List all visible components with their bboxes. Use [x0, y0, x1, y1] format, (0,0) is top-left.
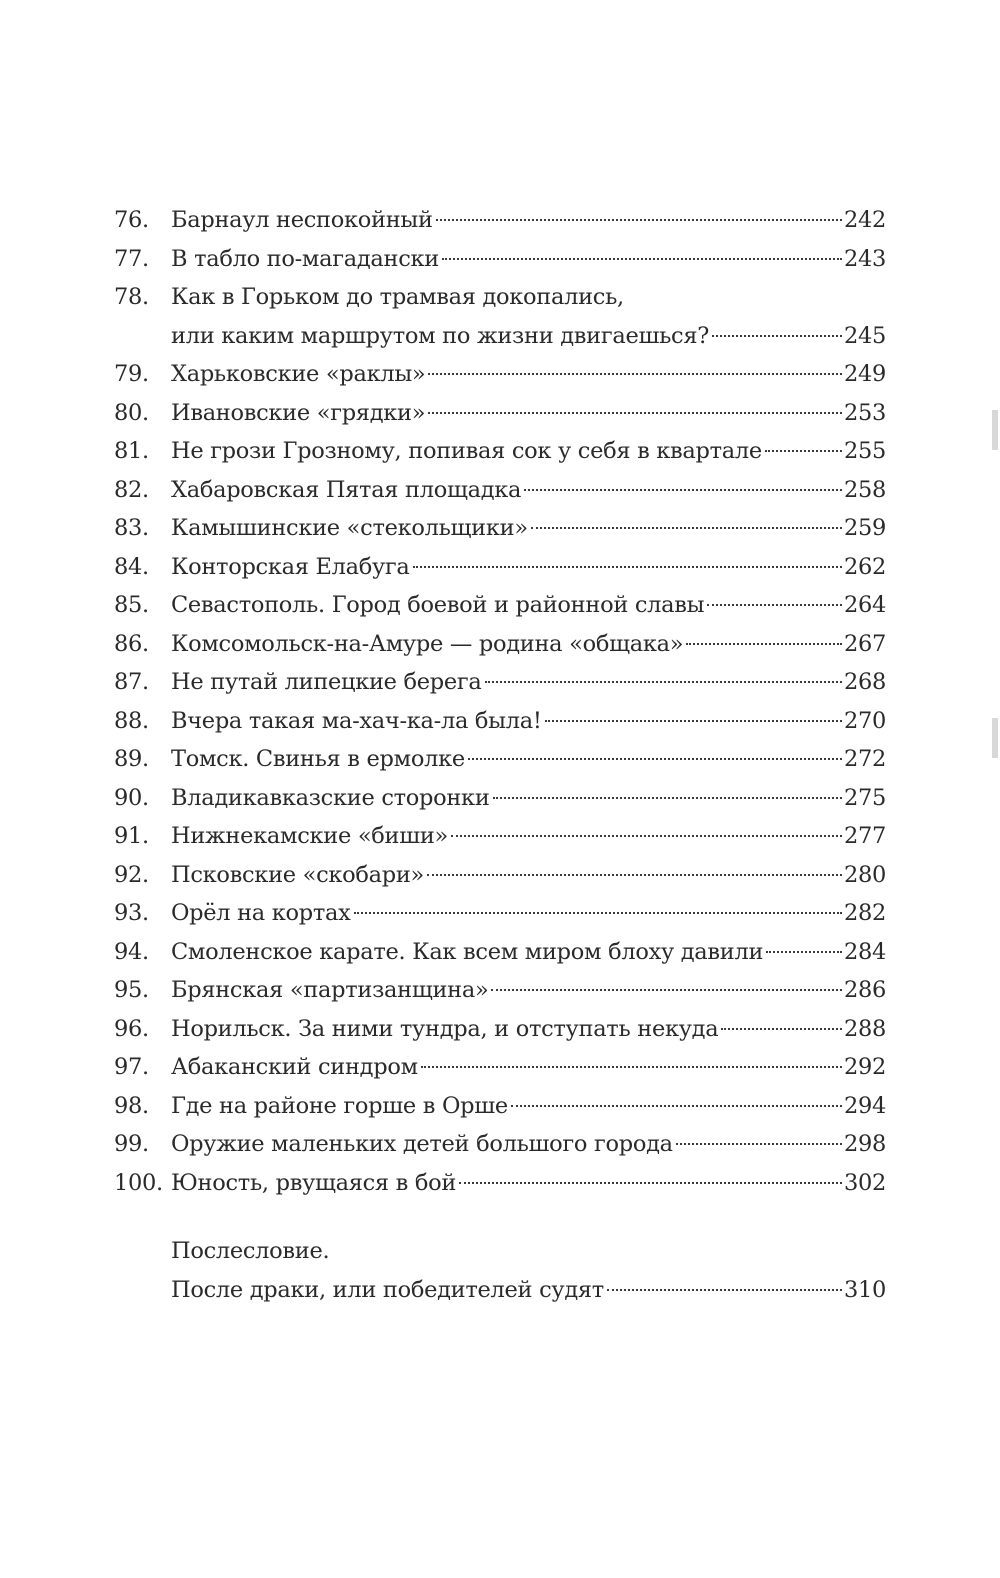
toc-row — [171, 355, 886, 394]
toc-entry-body — [171, 1087, 886, 1126]
toc-entry — [114, 856, 886, 895]
chapter-title: Псковские «скобари» — [171, 861, 425, 888]
page-number: 277 — [843, 823, 886, 849]
toc-entry — [114, 971, 886, 1010]
toc-entry-body — [171, 586, 886, 625]
toc-entry — [114, 1164, 886, 1203]
afterword-entry — [171, 1232, 886, 1309]
toc-entry-body — [171, 971, 886, 1010]
page-number: 249 — [843, 361, 886, 387]
dot-leader — [428, 373, 842, 375]
dot-leader — [707, 604, 842, 606]
chapter-number: 76. — [114, 207, 149, 233]
chapter-number: 98. — [114, 1092, 149, 1119]
chapter-number: 78. — [114, 284, 149, 310]
dot-leader — [676, 1143, 842, 1145]
toc-row — [171, 586, 886, 625]
page-number: 267 — [843, 630, 886, 657]
page-number: 268 — [843, 669, 886, 695]
toc-entry — [114, 779, 886, 818]
toc-entry-body — [171, 509, 886, 548]
toc-entry — [114, 509, 886, 548]
toc-entry-body — [171, 856, 886, 895]
chapter-title: Камышинские «стекольщики» — [171, 515, 528, 541]
toc-entry-body — [171, 278, 886, 355]
toc-entry — [114, 740, 886, 779]
toc-entry — [114, 1087, 886, 1126]
dot-leader — [459, 1182, 842, 1184]
toc-entry — [114, 471, 886, 510]
toc-entry-body — [171, 663, 886, 702]
chapter-number: 79. — [114, 361, 149, 387]
page-number: 272 — [843, 746, 886, 772]
dot-leader — [765, 450, 842, 452]
chapter-title: Конторская Елабуга — [171, 553, 410, 580]
toc-entry — [114, 933, 886, 972]
dot-leader — [451, 835, 842, 837]
afterword-title: После драки, или победителей судят — [171, 1276, 604, 1303]
page-number: 280 — [843, 861, 886, 888]
chapter-number: 91. — [114, 823, 149, 849]
chapter-number: 83. — [114, 515, 149, 541]
chapter-title: Не путай липецкие берега — [171, 669, 482, 695]
toc-entry — [114, 201, 886, 240]
toc-entry — [114, 702, 886, 741]
page-number: 253 — [843, 399, 886, 426]
page-number: 286 — [843, 977, 886, 1003]
toc-entry-body — [171, 625, 886, 664]
chapter-number: 86. — [114, 630, 149, 657]
dot-leader — [428, 412, 842, 414]
chapter-title: Владикавказские сторонки — [171, 784, 490, 811]
toc-row — [171, 471, 886, 510]
toc-row — [171, 702, 886, 741]
page-number: 288 — [843, 1015, 886, 1042]
page-number: 258 — [843, 476, 886, 503]
chapter-title: Хабаровская Пятая площадка — [171, 476, 522, 503]
chapter-title: Оружие маленьких детей большого города — [171, 1131, 673, 1157]
dot-leader — [427, 874, 842, 876]
chapter-number: 90. — [114, 784, 149, 811]
afterword-heading: Послесловие. — [171, 1238, 330, 1264]
toc-row — [171, 548, 886, 587]
toc-entry-body — [171, 933, 886, 972]
toc-entry — [114, 432, 886, 471]
toc-entry — [114, 894, 886, 933]
chapter-number: 94. — [114, 938, 149, 965]
toc-entry — [114, 1125, 886, 1164]
page-number: 245 — [843, 322, 886, 349]
toc-row — [171, 432, 886, 471]
toc-row — [171, 625, 886, 664]
chapter-title: Барнаул неспокойный — [171, 207, 433, 233]
dot-leader — [545, 720, 842, 722]
chapter-title: Орёл на кортах — [171, 900, 351, 926]
chapter-title: Нижнекамские «биши» — [171, 823, 449, 849]
chapter-title: Абаканский синдром — [171, 1054, 418, 1080]
chapter-number: 81. — [114, 438, 149, 464]
chapter-number: 99. — [114, 1131, 149, 1157]
toc-entry — [114, 1048, 886, 1087]
page-edge-mark — [992, 410, 998, 450]
toc-entry — [114, 625, 886, 664]
dot-leader — [442, 258, 842, 260]
chapter-title: Томск. Свинья в ермолке — [171, 746, 465, 772]
toc-entry — [114, 548, 886, 587]
chapter-title: Брянская «партизанщина» — [171, 977, 489, 1003]
page-number: 243 — [843, 245, 886, 272]
toc-row — [171, 856, 886, 895]
afterword-page-number: 310 — [843, 1276, 886, 1303]
toc-row — [171, 971, 886, 1010]
toc-entry-body — [171, 740, 886, 779]
chapter-number: 77. — [114, 245, 149, 272]
chapter-title: Норильск. За ними тундра, и отступать некуда — [171, 1015, 719, 1042]
toc-entry-body — [171, 394, 886, 433]
toc-row — [171, 779, 886, 818]
toc-row — [171, 1048, 886, 1087]
chapter-number: 80. — [114, 399, 149, 426]
page-number: 264 — [843, 592, 886, 618]
afterword-row — [171, 1271, 886, 1310]
toc-entry-body — [171, 1048, 886, 1087]
toc-entry-body — [171, 1164, 886, 1203]
dot-leader — [686, 643, 842, 645]
page-number: 275 — [843, 784, 886, 811]
chapter-title: Харьковские «раклы» — [171, 361, 426, 387]
toc-row — [171, 894, 886, 933]
page-number: 284 — [843, 938, 886, 965]
toc-row — [171, 1010, 886, 1049]
chapter-number: 85. — [114, 592, 149, 618]
page-number: 259 — [843, 515, 886, 541]
toc-entry — [114, 278, 886, 355]
chapter-number: 84. — [114, 553, 149, 580]
dot-leader — [354, 912, 842, 914]
dot-leader — [607, 1289, 842, 1291]
toc-row — [171, 394, 886, 433]
toc-entry-body — [171, 817, 886, 856]
toc-row — [171, 1125, 886, 1164]
toc-entry-body — [171, 1010, 886, 1049]
toc-row — [171, 317, 886, 356]
toc-entry-body — [171, 432, 886, 471]
page-number: 298 — [843, 1131, 886, 1157]
dot-leader — [421, 1066, 842, 1068]
chapter-number: 97. — [114, 1054, 149, 1080]
toc-entry-body — [171, 548, 886, 587]
page-number: 282 — [843, 900, 886, 926]
chapter-number: 95. — [114, 977, 149, 1003]
toc-row — [171, 933, 886, 972]
table-of-contents — [114, 201, 886, 1202]
chapter-number: 93. — [114, 900, 149, 926]
toc-entry — [114, 240, 886, 279]
toc-entry-body — [171, 702, 886, 741]
dot-leader — [511, 1105, 842, 1107]
chapter-number: 92. — [114, 861, 149, 888]
dot-leader — [436, 219, 842, 221]
chapter-number: 96. — [114, 1015, 149, 1042]
chapter-title: Севастополь. Город боевой и районной славы — [171, 592, 705, 618]
toc-entry-body — [171, 240, 886, 279]
toc-entry — [114, 355, 886, 394]
chapter-title: Не грози Грозному, попивая сок у себя в квартале — [171, 438, 762, 464]
toc-entry — [114, 586, 886, 625]
dot-leader — [531, 527, 842, 529]
chapter-title: В табло по-магадански — [171, 245, 439, 272]
toc-entry-body — [171, 355, 886, 394]
chapter-title: Вчера такая ма-хач-ка-ла была! — [171, 707, 542, 734]
dot-leader — [712, 335, 842, 337]
chapter-number: 100. — [114, 1169, 163, 1196]
chapter-number: 89. — [114, 746, 149, 772]
chapter-title: Комсомольск-на-Амуре — родина «общака» — [171, 630, 684, 657]
page-number: 292 — [843, 1054, 886, 1080]
chapter-title: Смоленское карате. Как всем миром блоху давили — [171, 938, 764, 965]
page-number: 255 — [843, 438, 886, 464]
toc-entry-body — [171, 894, 886, 933]
toc-row — [171, 663, 886, 702]
dot-leader — [491, 989, 842, 991]
toc-entry — [114, 1010, 886, 1049]
chapter-title: Юность, рвущаяся в бой — [171, 1169, 457, 1196]
toc-entry — [114, 394, 886, 433]
page-number: 242 — [843, 207, 886, 233]
chapter-title: Где на районе горше в Орше — [171, 1092, 508, 1119]
dot-leader — [468, 758, 842, 760]
toc-row — [171, 240, 886, 279]
page-number: 270 — [843, 707, 886, 734]
chapter-title: или каким маршрутом по жизни двигаешься? — [171, 322, 710, 349]
chapter-number: 82. — [114, 476, 149, 503]
page-number: 294 — [843, 1092, 886, 1119]
chapter-title-line: Как в Горьком до трамвая докопались, — [171, 284, 624, 310]
toc-entry-body — [171, 1125, 886, 1164]
toc-row — [171, 817, 886, 856]
toc-entry-body — [171, 779, 886, 818]
chapter-title: Ивановские «грядки» — [171, 399, 426, 426]
dot-leader — [485, 681, 842, 683]
toc-entry — [114, 817, 886, 856]
chapter-number: 88. — [114, 707, 149, 734]
dot-leader — [524, 489, 842, 491]
dot-leader — [493, 797, 842, 799]
page-edge-mark — [992, 718, 998, 758]
page-number: 262 — [843, 553, 886, 580]
toc-entry-body — [171, 201, 886, 240]
toc-row — [171, 1164, 886, 1203]
chapter-number: 87. — [114, 669, 149, 695]
page-number: 302 — [843, 1169, 886, 1196]
toc-row — [171, 740, 886, 779]
toc-row — [171, 509, 886, 548]
dot-leader — [721, 1028, 842, 1030]
dot-leader — [413, 566, 842, 568]
toc-row — [171, 201, 886, 240]
dot-leader — [766, 951, 842, 953]
toc-entry — [114, 663, 886, 702]
toc-entry-body — [171, 471, 886, 510]
toc-row — [171, 1087, 886, 1126]
